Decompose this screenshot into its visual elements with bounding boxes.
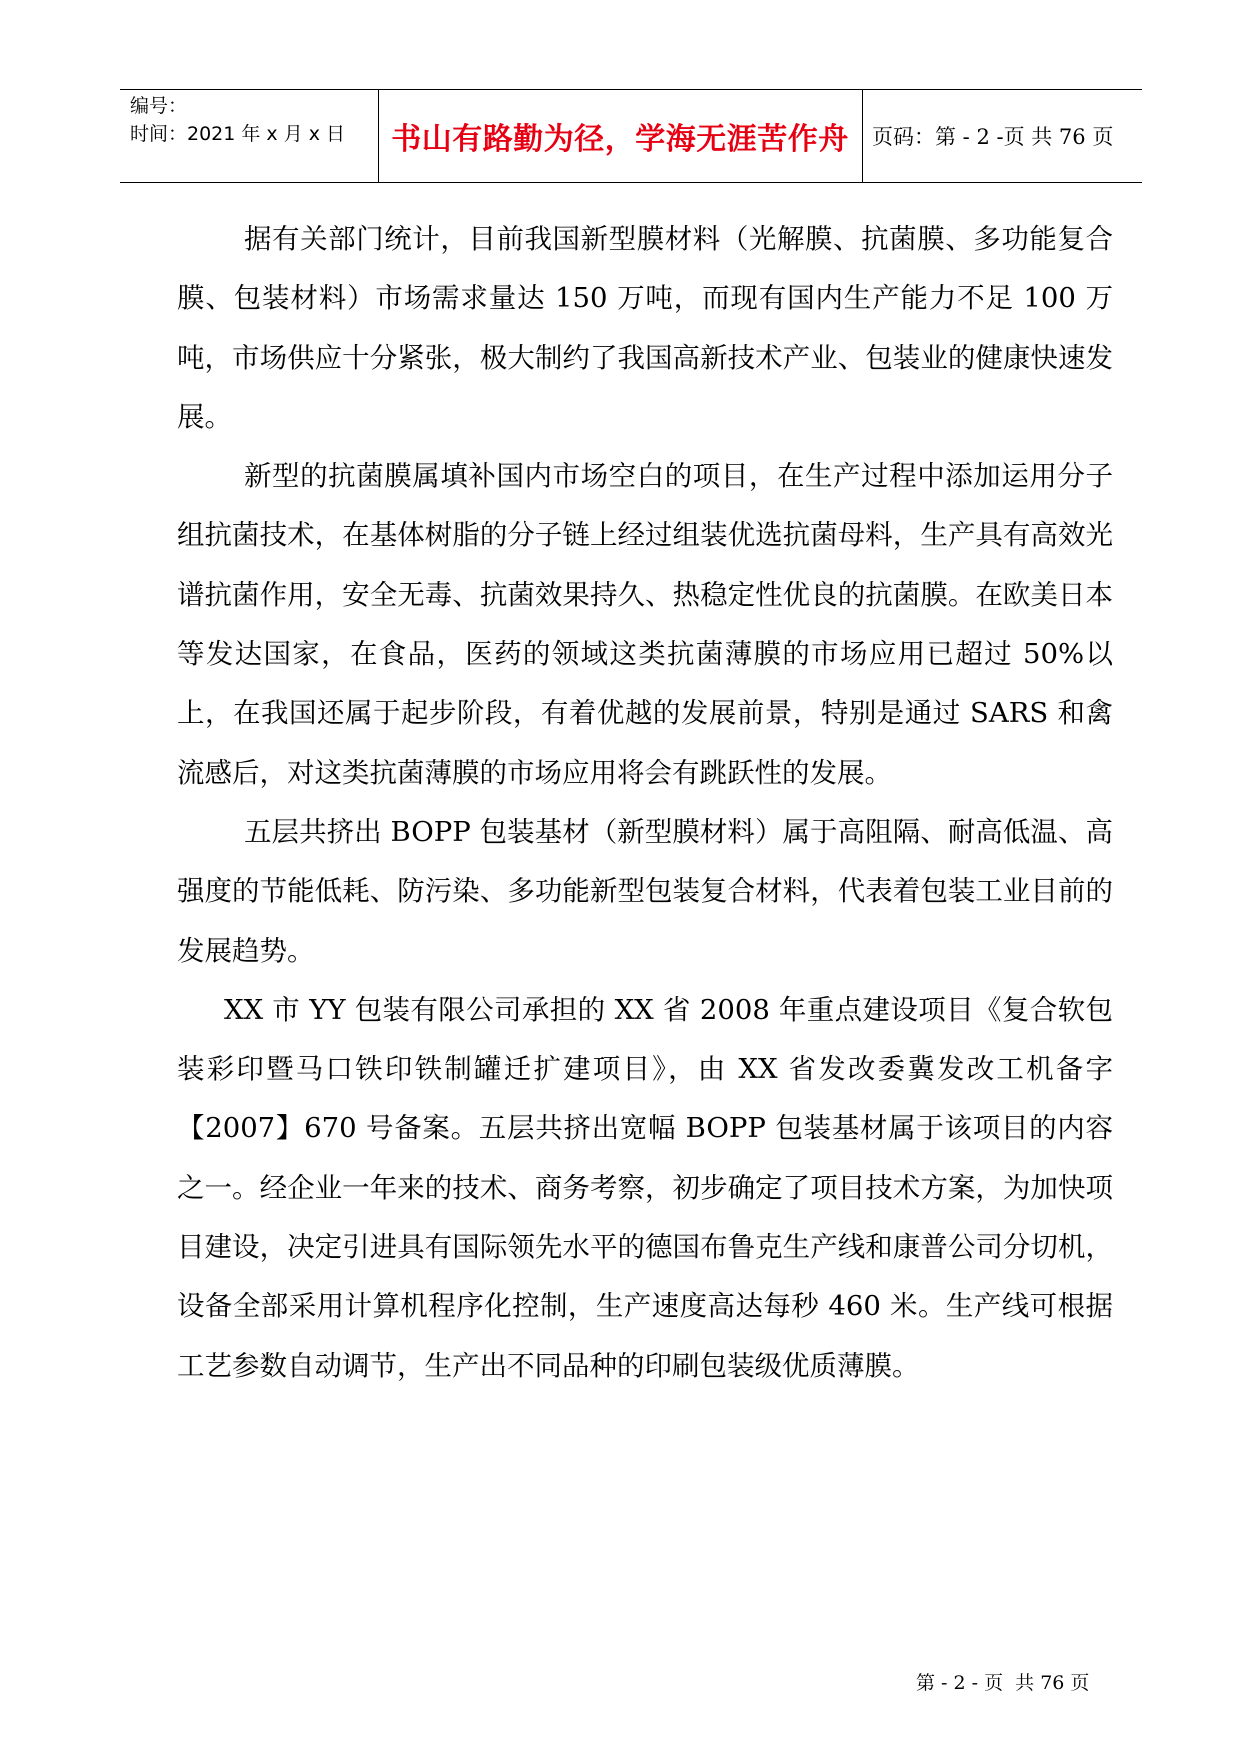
document-date: 时间：2021 年 x 月 x 日 (130, 123, 346, 145)
header-meta (130, 92, 385, 148)
footer-page-number: 第 - 2 - 页 共 76 页 (916, 1672, 1090, 1694)
header-motto: 书山有路勤为径，学海无涯苦作舟 (391, 122, 849, 157)
document-number-label: 编号： (130, 95, 188, 117)
paragraph: XX 市 YY 包装有限公司承担的 XX 省 2008 年重点建设项目《复合软包装彩印暨马口铁印铁制罐迁扩建项目》，由 XX 省发改委冀发改工机备字【2007】670 号备案。五层共挤出宽幅 BOPP 包装基材属于该项目的内容之一。经企业一年来的技术、商务考察，初步确定了项目技术方案，为加快项目建设，决定引进具有国际领先水平的德国布鲁克生产线和康普公司分切机，设备全部采用计算机程序化控制，生产速度高达每秒 460 米。生产线可根据工艺参数自动调节，生产出不同品种的印刷包装级优质薄膜。 (177, 993, 1113, 1382)
document-body (177, 210, 1113, 1396)
paragraph: 五层共挤出 BOPP 包装基材（新型膜材料）属于高阻隔、耐高低温、高强度的节能低耗、防污染、多功能新型包装复合材料，代表着包装工业目前的发展趋势。 (177, 815, 1113, 967)
paragraph: 据有关部门统计，目前我国新型膜材料（光解膜、抗菌膜、多功能复合膜、包装材料）市场需求量达 150 万吨，而现有国内生产能力不足 100 万吨，市场供应十分紧张，极大制约了我国高新技术产业、包装业的健康快速发展。 (177, 223, 1113, 433)
header-page-number: 页码：第 - 2 -页 共 76 页 (872, 125, 1114, 149)
page-header (120, 89, 1142, 183)
paragraph: 新型的抗菌膜属填补国内市场空白的项目，在生产过程中添加运用分子组抗菌技术，在基体树脂的分子链上经过组装优选抗菌母料，生产具有高效光谱抗菌作用，安全无毒、抗菌效果持久、热稳定性优良的抗菌膜。在欧美日本等发达国家，在食品，医药的领域这类抗菌薄膜的市场应用已超过 50%以上，在我国还属于起步阶段，有着优越的发展前景，特别是通过 SARS 和禽流感后，对这类抗菌薄膜的市场应用将会有跳跃性的发展。 (177, 460, 1113, 789)
header-divider (862, 90, 863, 182)
